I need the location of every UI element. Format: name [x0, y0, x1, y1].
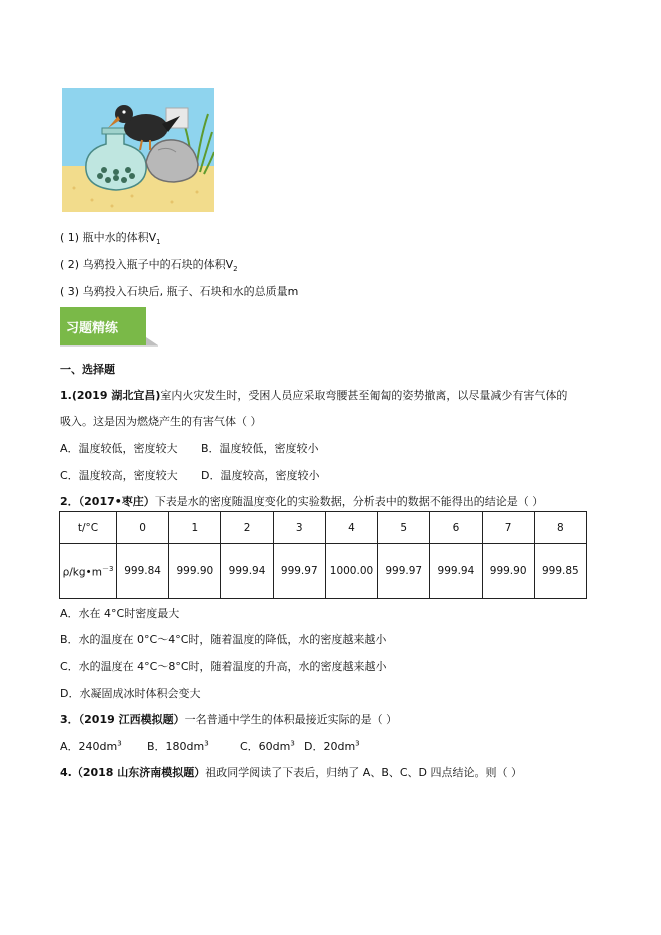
density-cell: 999.90 — [169, 544, 221, 599]
q1-option-b: B．温度较低，密度较小 — [201, 442, 319, 455]
q3-option-b: B．$180dm^3$ — [147, 739, 209, 753]
q1-line1: 1.(2019 湖北宜昌)室内火灾发生时，受困人员应采取弯腰甚至匍匐的姿势撤离，以尽量减少有害气体的 — [60, 389, 568, 402]
section-title: 习题精练 — [66, 321, 119, 336]
q1-option-d: D．温度较高，密度较小 — [201, 469, 320, 482]
q4-stem: 4.（2018 山东济南模拟题）祖政同学阅读了下表后，归纳了 A、B、C、D 四点结论。则（ ） — [60, 766, 523, 779]
q2-stem: 2．（2017•枣庄）下表是水的密度随温度变化的实验数据，分析表中的数据不能得出的结论是（ ） — [60, 495, 544, 508]
density-cell: 999.97 — [273, 544, 325, 599]
q3-stem: 3．（2019 江西模拟题）一名普通中学生的体积最接近实际的是（ ） — [60, 713, 398, 726]
density-cell: 999.97 — [378, 544, 430, 599]
crow-bottle-illustration — [62, 88, 214, 212]
section-header-shadow — [60, 345, 158, 347]
q3-option-a: A．$240dm^3$ — [60, 739, 122, 753]
density-table — [59, 511, 587, 599]
density-cell: 999.94 — [430, 544, 482, 599]
density-cell: 1000.00 — [325, 544, 377, 599]
part-heading: 一、选择题 — [60, 363, 115, 376]
item-total-mass: ( 3) 乌鸦投入石块后, 瓶子、石块和水的总质量m — [60, 285, 299, 298]
temp-cell: 4 — [325, 512, 377, 544]
density-cell: 999.84 — [117, 544, 169, 599]
temp-cell: 0 — [117, 512, 169, 544]
crow-bottle-image — [62, 88, 214, 212]
header-temperature-label: t/°C — [60, 512, 117, 544]
item-water-volume: ( 1) 瓶中水的体积$V_1$ — [60, 231, 161, 247]
temp-cell: 1 — [169, 512, 221, 544]
section-header-corner — [146, 337, 158, 345]
temp-cell: 2 — [221, 512, 273, 544]
q2-option-c: C．水的温度在 4°C～8°C时，随着温度的升高，水的密度越来越小 — [60, 660, 387, 673]
item-stone-volume: ( 2) 乌鸦投入瓶子中的石块的体积$V_2$ — [60, 258, 238, 274]
q1-line2: 吸入。这是因为燃烧产生的有害气体（ ） — [60, 415, 262, 428]
q2-option-a: A．水在 4°C时密度最大 — [60, 607, 180, 620]
temp-cell: 6 — [430, 512, 482, 544]
temp-cell: 7 — [482, 512, 534, 544]
q1-option-a: A．温度较低，密度较大 — [60, 442, 178, 455]
density-cell: 999.90 — [482, 544, 534, 599]
q1-option-c: C．温度较高，密度较大 — [60, 469, 178, 482]
temp-cell: 8 — [534, 512, 586, 544]
temp-cell: 3 — [273, 512, 325, 544]
table-row-density — [60, 544, 587, 599]
density-cell: 999.85 — [534, 544, 586, 599]
q3-option-c: C．$60dm^3$ — [240, 739, 295, 753]
section-header — [60, 307, 158, 347]
density-cell: 999.94 — [221, 544, 273, 599]
q2-option-b: B．水的温度在 0°C～4°C时，随着温度的降低，水的密度越来越小 — [60, 633, 387, 646]
q3-option-d: D．$20dm^3$ — [304, 739, 360, 753]
table-row-temperature — [60, 512, 587, 544]
q2-option-d: D．水凝固成冰时体积会变大 — [60, 687, 201, 700]
temp-cell: 5 — [378, 512, 430, 544]
header-density-label: $\rho/kg•m^{-3}$ — [60, 544, 117, 599]
